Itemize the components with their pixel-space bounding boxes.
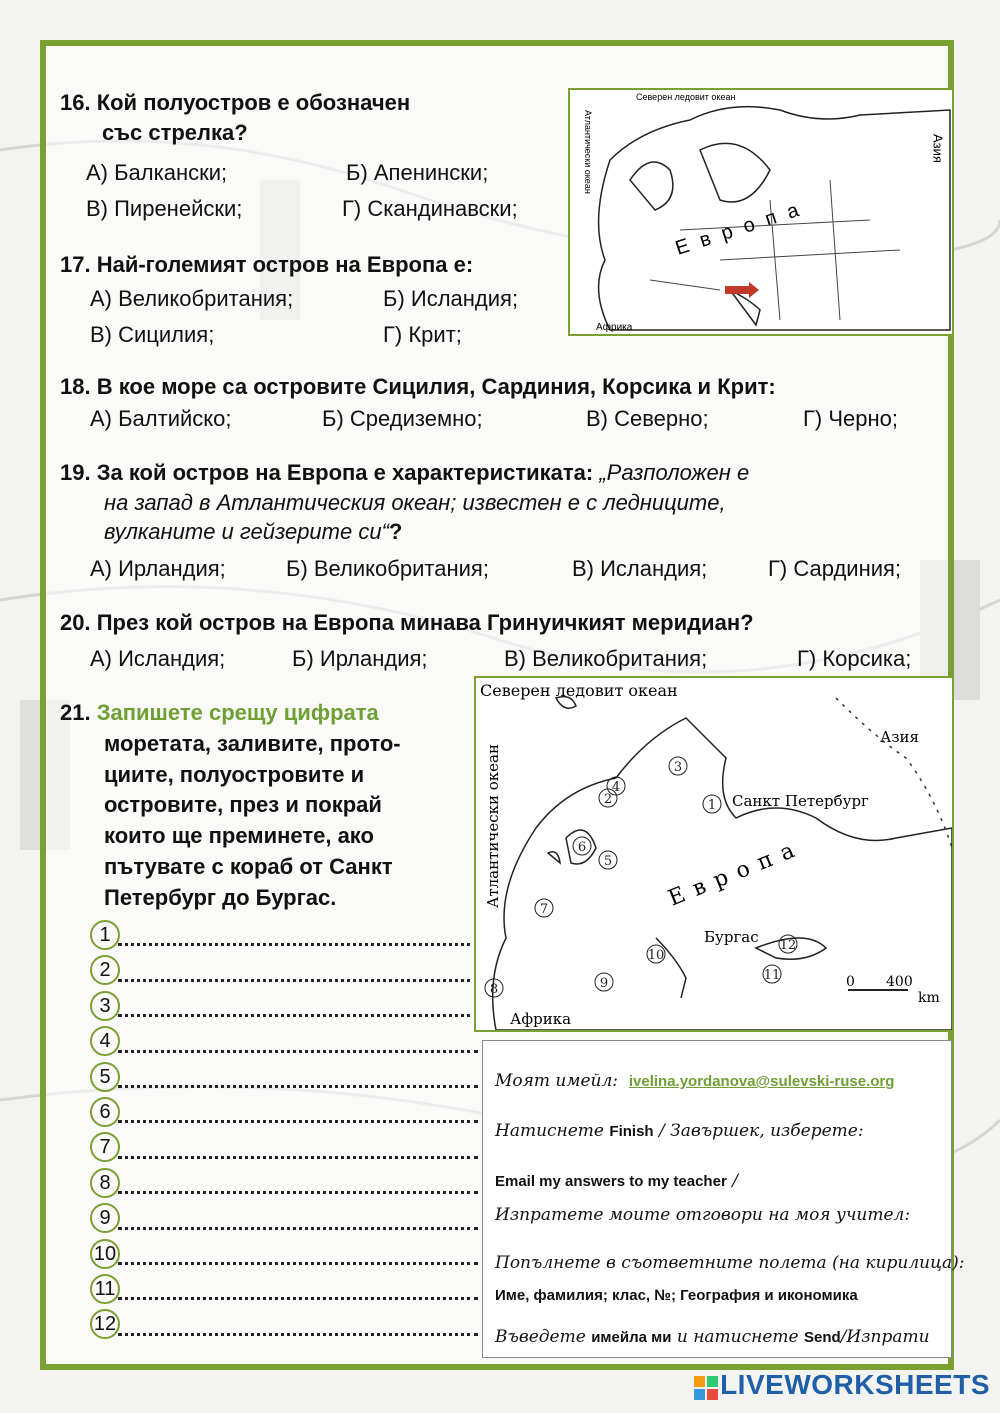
answer-number: 6 (90, 1097, 120, 1127)
answer-number: 12 (90, 1309, 120, 1339)
answer-number: 7 (90, 1132, 120, 1162)
answer-line[interactable] (88, 1201, 478, 1236)
map2-scale-400: 400 (886, 974, 913, 990)
finish-line: Натиснете Finish / Завършек, изберете: (495, 1121, 864, 1141)
q19-option-b[interactable]: Б) Великобритания; (286, 556, 489, 581)
map2-ocean-label: Северен ледовит океан (480, 681, 678, 700)
q17-option-a[interactable]: А) Великобритания; (90, 286, 294, 311)
q16-option-b[interactable]: Б) Апенински; (346, 160, 489, 185)
q19-title: 19. За кой остров на Европа е характеристиката: „Разположен е на запад в Атлантическия океан; известен е с ледниците, вулканите и гейзерите си“? (60, 460, 750, 545)
q18-option-d[interactable]: Г) Черно; (803, 406, 898, 431)
answer-line[interactable] (88, 1060, 478, 1095)
q16-option-d[interactable]: Г) Скандинавски; (342, 196, 518, 221)
q17-option-b[interactable]: Б) Исландия; (383, 286, 519, 311)
answer-number: 3 (90, 991, 120, 1021)
answer-line[interactable] (88, 989, 478, 1024)
email-instructions (482, 1040, 965, 1358)
q18-option-a[interactable]: А) Балтийско; (90, 406, 232, 431)
answer-number: 5 (90, 1062, 120, 1092)
map2-asia-label: Азия (880, 728, 920, 746)
answer-number: 4 (90, 1026, 120, 1056)
required-fields-line: Име, фамилия; клас, №; География и икономика (495, 1287, 858, 1304)
map2-europe-label: Европа (664, 834, 808, 912)
map1-europe-label: Европа (672, 195, 813, 260)
answer-line[interactable] (88, 1166, 478, 1201)
q16-option-c[interactable]: В) Пиренейски; (86, 196, 243, 221)
email-answers-line: Email my answers to my teacher / (495, 1171, 738, 1191)
answer-line[interactable] (88, 918, 478, 953)
enter-email-line: Въведете имейла ми и натиснете Send/Изпрати (495, 1327, 930, 1347)
answer-line[interactable] (88, 1095, 478, 1130)
q19-option-c[interactable]: В) Исландия; (572, 556, 708, 581)
q16-title: 16. Кой полуостров е обозначен със стрелка? (60, 90, 411, 145)
q16-option-a[interactable]: А) Балкански; (86, 160, 228, 185)
map2-mark: 4 (611, 780, 621, 795)
map2-mark: 8 (489, 982, 499, 997)
answer-number: 1 (90, 920, 120, 950)
europe-map-small (568, 88, 954, 336)
q20-option-d[interactable]: Г) Корсика; (797, 646, 912, 671)
q17-option-c[interactable]: В) Сицилия; (90, 322, 215, 347)
answer-line[interactable] (88, 953, 478, 988)
liveworksheets-logo: LIVEWORKSHEETS (694, 1369, 990, 1401)
answer-number: 8 (90, 1168, 120, 1198)
q20-option-c[interactable]: В) Великобритания; (504, 646, 708, 671)
map2-atlantic-label: Атлантически океан (484, 744, 502, 908)
map1-atlantic-label: Атлантически океан (583, 110, 593, 194)
email-line: Моят имейл: ivelina.yordanova@sulevski-ruse.org (495, 1071, 895, 1091)
map2-scale-km: km (918, 990, 940, 1006)
europe-route-map (474, 676, 954, 1032)
q21-answer-lines (88, 918, 478, 1343)
map1-asia-label: Азия (930, 134, 946, 163)
liveworksheets-icon (694, 1375, 718, 1399)
map2-mark: 11 (763, 968, 781, 983)
map2-spb-label: Санкт Петербург (732, 792, 869, 810)
answer-number: 9 (90, 1203, 120, 1233)
answer-number: 2 (90, 955, 120, 985)
answer-line[interactable] (88, 1237, 478, 1272)
map2-burgas-label: Бургас (704, 928, 759, 946)
map2-mark: 5 (603, 854, 613, 869)
q19-option-a[interactable]: А) Ирландия; (90, 556, 226, 581)
map2-africa-label: Африка (510, 1010, 572, 1028)
send-answers-line: Изпратете моите отговори на моя учител: (495, 1205, 911, 1225)
answer-number: 10 (90, 1239, 120, 1269)
q17-title: 17. Най-големият остров на Европа е: (60, 252, 474, 277)
map2-mark: 3 (673, 760, 683, 775)
q17-option-d[interactable]: Г) Крит; (383, 322, 462, 347)
q20-option-a[interactable]: А) Исландия; (90, 646, 226, 671)
answer-line[interactable] (88, 1024, 478, 1059)
map1-ocean-label: Северен ледовит океан (636, 92, 736, 102)
q19-option-d[interactable]: Г) Сардиния; (768, 556, 902, 581)
map2-mark: 1 (707, 798, 717, 813)
map2-mark: 2 (603, 792, 613, 807)
q20-option-b[interactable]: Б) Ирландия; (292, 646, 428, 671)
map2-scale-0: 0 (846, 974, 855, 990)
map2-mark: 12 (779, 938, 797, 953)
q18-option-c[interactable]: В) Северно; (586, 406, 709, 431)
q18-option-b[interactable]: Б) Средиземно; (322, 406, 483, 431)
answer-line[interactable] (88, 1272, 478, 1307)
map2-mark: 7 (539, 902, 549, 917)
q20-title: 20. През кой остров на Европа минава Гринуичкият меридиан? (60, 610, 754, 635)
answer-number: 11 (90, 1274, 120, 1304)
map2-mark: 6 (577, 840, 587, 855)
answer-line[interactable] (88, 1130, 478, 1165)
teacher-email-link[interactable]: ivelina.yordanova@sulevski-ruse.org (628, 1073, 895, 1090)
map1-africa-label: Африка (596, 322, 633, 333)
map2-mark: 9 (599, 976, 609, 991)
fill-fields-line: Попълнете в съответните полета (на кирилица): (495, 1253, 965, 1273)
q21-instructions: 21. Запишете срещу цифрата моретата, заливите, прото- циите, полуостровите и островите, през и покрай които ще преминете, ако пътувате с кораб от Санкт Петербург до Бургас. (60, 700, 401, 910)
q18-title: 18. В кое море са островите Сицилия, Сардиния, Корсика и Крит: (60, 374, 776, 399)
answer-line[interactable] (88, 1307, 478, 1342)
map2-mark: 10 (647, 948, 665, 963)
